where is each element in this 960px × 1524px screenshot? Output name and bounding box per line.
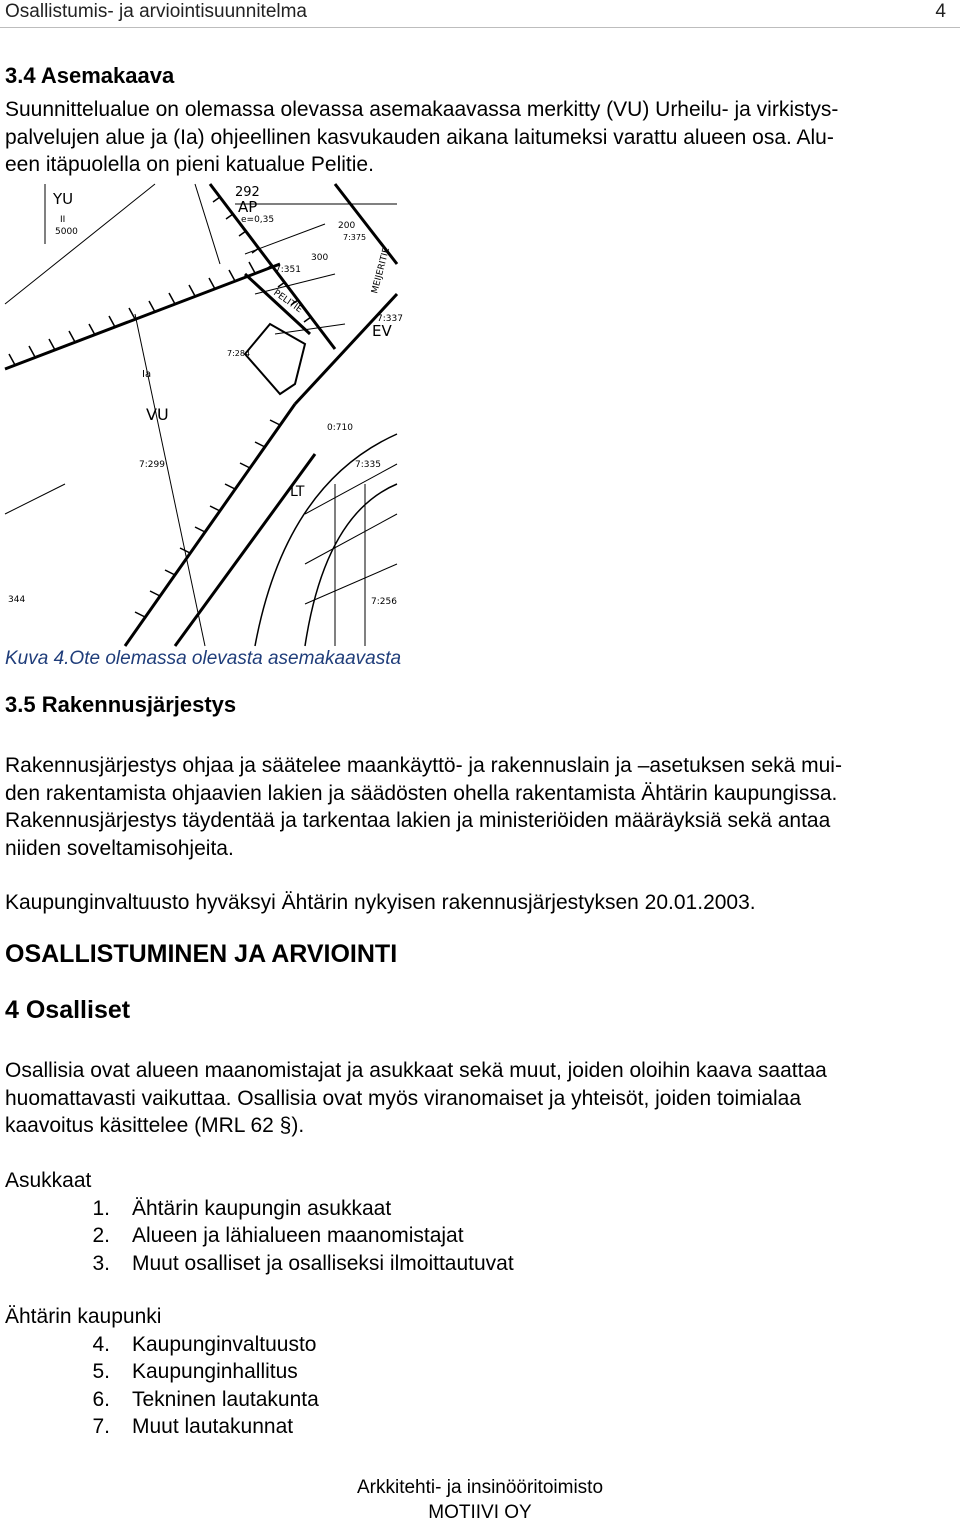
map-label-300: 300 (311, 253, 329, 263)
list-title: Ähtärin kaupunki (5, 1305, 162, 1328)
map-label-7351: 7:351 (275, 265, 301, 275)
zoning-plan-map (5, 184, 403, 646)
paragraph-line: Suunnittelualue on olemassa olevassa asemakaavassa merkitty (VU) Urheilu- ja virkistys- (5, 98, 839, 121)
section-3-5-paragraph (5, 752, 953, 862)
paragraph-line: huomattavasti vaikuttaa. Osallisia ovat myös viranomaiset ja yhteisöt, joiden toimialaa (5, 1086, 802, 1110)
footer-line-1: Arkkitehti- ja insinööritoimisto (356, 1477, 604, 1498)
figure-caption: Kuva 4.Ote olemassa olevasta asemakaavasta (5, 648, 402, 669)
map-label-7256: 7:256 (371, 597, 397, 607)
page-header (0, 0, 960, 28)
list-title: Asukkaat (5, 1169, 92, 1192)
footer-line-2: MOTIIVI OY (428, 1502, 532, 1523)
section-3-5-heading: 3.5 Rakennusjärjestys (5, 692, 237, 717)
list-item: 5. Kaupunginhallitus (92, 1360, 298, 1383)
section-4-heading: 4 Osalliset (5, 996, 131, 1024)
map-label-lt: LT (290, 484, 305, 500)
residents-list (5, 1167, 514, 1277)
paragraph-line: Osallisia ovat alueen maanomistajat ja asukkaat sekä muut, joiden oloihin kaava saattaa (5, 1059, 827, 1082)
section-3-5-paragraph-2 (5, 889, 953, 917)
paragraph-line: kaavoitus käsittelee (MRL 62 §). (5, 1114, 305, 1137)
map-label-344: 344 (8, 595, 26, 605)
map-label-ap-num: 292 (235, 185, 260, 200)
map-label-yu: YU (53, 190, 74, 208)
list-item: 2. Alueen ja lähialueen maanomistajat (92, 1224, 464, 1247)
main-heading: OSALLISTUMINEN JA ARVIOINTI (5, 940, 398, 968)
map-label-pelitie: PELITIE (271, 288, 304, 316)
paragraph-line: palvelujen alue ja (Ia) ohjeellinen kasvukauden aikana laitumeksi varattu alueen osa. Alu- (5, 125, 834, 149)
section-3-4-paragraph (5, 96, 953, 179)
section-4-paragraph (5, 1057, 953, 1140)
map-label-ap-e: e=0,35 (241, 215, 275, 225)
document-title: Osallistumis- ja arviointisuunnitelma (5, 1, 307, 22)
map-label-200: 200 (338, 221, 356, 231)
map-label-meijeritie: MEIJERITIE (370, 246, 393, 295)
city-list (5, 1303, 319, 1441)
paragraph-line: een itäpuolella on pieni katualue Pelitie. (5, 153, 374, 176)
paragraph-line: niiden soveltamisohjeita. (5, 836, 234, 860)
section-3-4-heading: 3.4 Asemakaava (5, 63, 175, 88)
list-item: 4. Kaupunginvaltuusto (92, 1332, 317, 1356)
page-number: 4 (935, 1, 946, 22)
map-label-yu-num: 5000 (55, 227, 78, 237)
map-label-7335: 7:335 (355, 460, 381, 470)
map-label-0710: 0:710 (327, 423, 353, 433)
map-label-7284: 7:284 (227, 349, 251, 358)
list-item: 1. Ähtärin kaupungin asukkaat (92, 1196, 392, 1220)
list-item: 7. Muut lautakunnat (92, 1415, 294, 1438)
list-item: 6. Tekninen lautakunta (92, 1387, 319, 1411)
map-label-ap: AP (238, 198, 258, 216)
map-label-7375: 7:375 (343, 233, 367, 242)
map-label-vu: VU (146, 405, 169, 424)
map-label-ev: EV (372, 322, 392, 340)
list-item: 3. Muut osalliset ja osalliseksi ilmoittautuvat (92, 1251, 514, 1275)
map-label-yu-ii: II (60, 215, 66, 225)
map-label-7337: 7:337 (377, 314, 403, 324)
paragraph-line: Kaupunginvaltuusto hyväksyi Ähtärin nykyisen rakennusjärjestyksen 20.01.2003. (5, 891, 756, 914)
map-label-ia: Ia (142, 369, 152, 380)
paragraph-line: den rakentamista ohjaavien lakien ja säädösten ohella rakentamista Ähtärin kaupungissa. (5, 781, 838, 805)
paragraph-line: Rakennusjärjestys ohjaa ja säätelee maankäyttö- ja rakennuslain ja –asetuksen sekä mui- (5, 754, 842, 777)
map-label-7299: 7:299 (139, 460, 165, 470)
paragraph-line: Rakennusjärjestys täydentää ja tarkentaa lakien ja ministeriöiden määräyksiä sekä antaa (5, 809, 831, 832)
